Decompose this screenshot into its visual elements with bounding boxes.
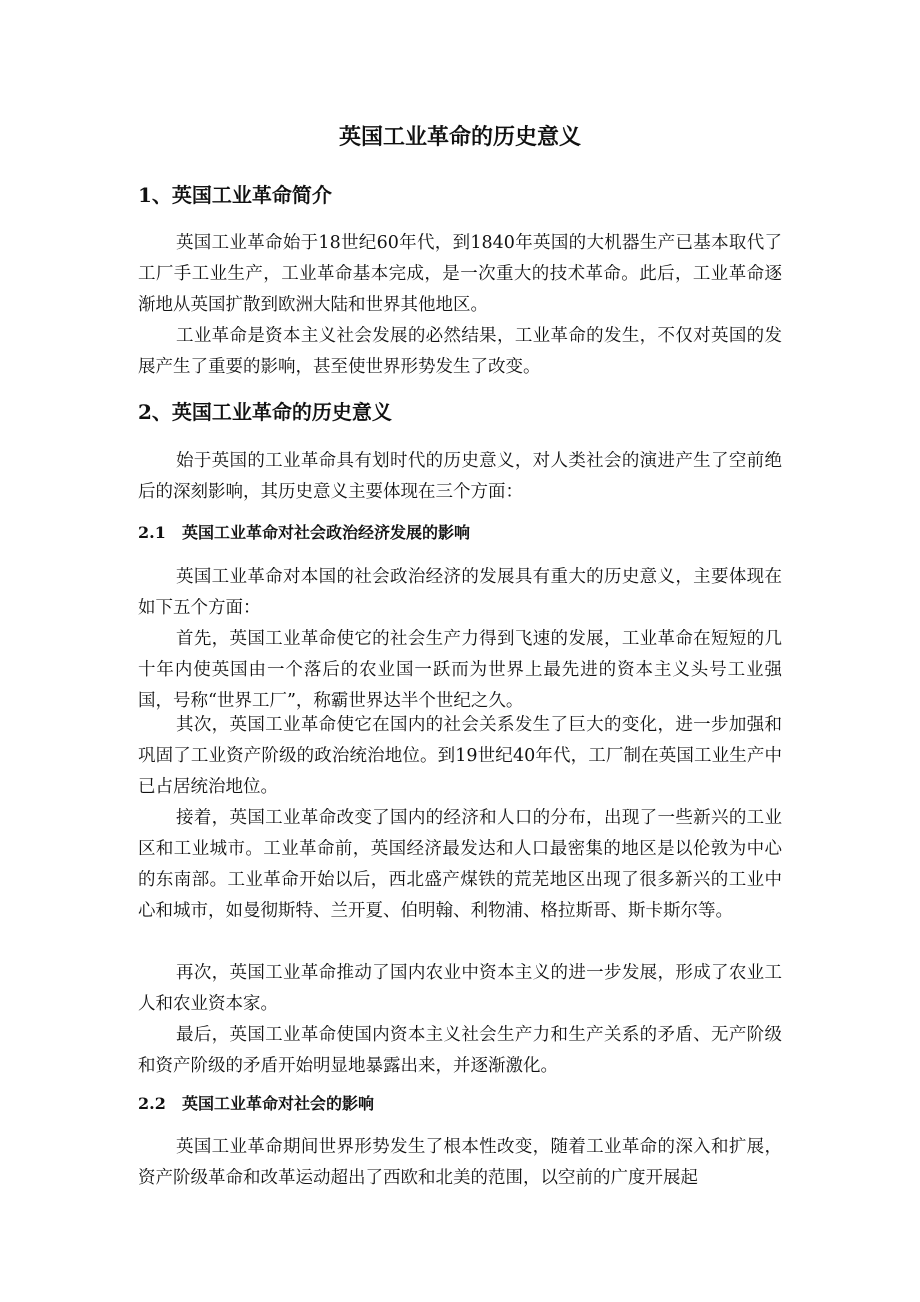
section-1-heading: 1、英国工业革命简介 xyxy=(138,183,332,207)
subsection-title: 英国工业革命对社会的影响 xyxy=(182,1094,375,1113)
subsection-2-1-paragraph-6: 最后，英国工业革命使国内资本主义社会生产力和生产关系的矛盾、无产阶级和资产阶级的矛盾开始明显地暴露出来，并逐渐激化。 xyxy=(138,1025,782,1076)
subsection-2-1-paragraph-2: 首先，英国工业革命使它的社会生产力得到飞速的发展，工业革命在短短的几十年内使英国由一个落后的农业国一跃而为世界上最先进的资本主义头号工业强国，号称“世界工厂”，称霸世界达半个世纪之久。 xyxy=(138,629,782,711)
section-2-heading: 2、英国工业革命的历史意义 xyxy=(138,400,392,424)
subsection-title: 英国工业革命对社会政治经济发展的影响 xyxy=(182,523,471,542)
subsection-2-2-paragraph-1: 英国工业革命期间世界形势发生了根本性改变，随着工业革命的深入和扩展，资产阶级革命和改革运动超出了西欧和北美的范围，以空前的广度开展起 xyxy=(138,1137,782,1188)
subsection-2-1-paragraph-1: 英国工业革命对本国的社会政治经济的发展具有重大的历史意义，主要体现在如下五个方面： xyxy=(138,567,782,618)
subsection-number: 2.2 xyxy=(138,1094,166,1113)
subsection-number: 2.1 xyxy=(138,523,166,542)
subsection-2-1-paragraph-3: 其次，英国工业革命使它在国内的社会关系发生了巨大的变化，进一步加强和巩固了工业资产阶级的政治统治地位。到19世纪40年代，工厂制在英国工业生产中已占居统治地位。 xyxy=(138,715,782,797)
subsection-2-2-heading xyxy=(138,1092,374,1116)
subsection-2-1-heading xyxy=(138,521,470,545)
subsection-2-1-paragraph-5: 再次，英国工业革命推动了国内农业中资本主义的进一步发展，形成了农业工人和农业资本家。 xyxy=(138,963,782,1014)
section-1-paragraph-1: 英国工业革命始于18世纪60年代，到1840年英国的大机器生产已基本取代了工厂手工业生产，工业革命基本完成，是一次重大的技术革命。此后，工业革命逐渐地从英国扩散到欧洲大陆和世界其他地区。 xyxy=(138,233,782,315)
subsection-2-1-paragraph-4: 接着，英国工业革命改变了国内的经济和人口的分布，出现了一些新兴的工业区和工业城市。工业革命前，英国经济最发达和人口最密集的地区是以伦敦为中心的东南部。工业革命开始以后，西北盛产煤铁的荒芜地区出现了很多新兴的工业中心和城市，如曼彻斯特、兰开夏、伯明翰、利物浦、格拉斯哥、斯卡斯尔等。 xyxy=(138,808,782,921)
document-title: 英国工业革命的历史意义 xyxy=(338,124,581,150)
section-1-paragraph-2: 工业革命是资本主义社会发展的必然结果，工业革命的发生，不仅对英国的发展产生了重要的影响，甚至使世界形势发生了改变。 xyxy=(138,326,782,377)
section-2-intro: 始于英国的工业革命具有划时代的历史意义，对人类社会的演进产生了空前绝后的深刻影响，其历史意义主要体现在三个方面： xyxy=(138,451,782,502)
